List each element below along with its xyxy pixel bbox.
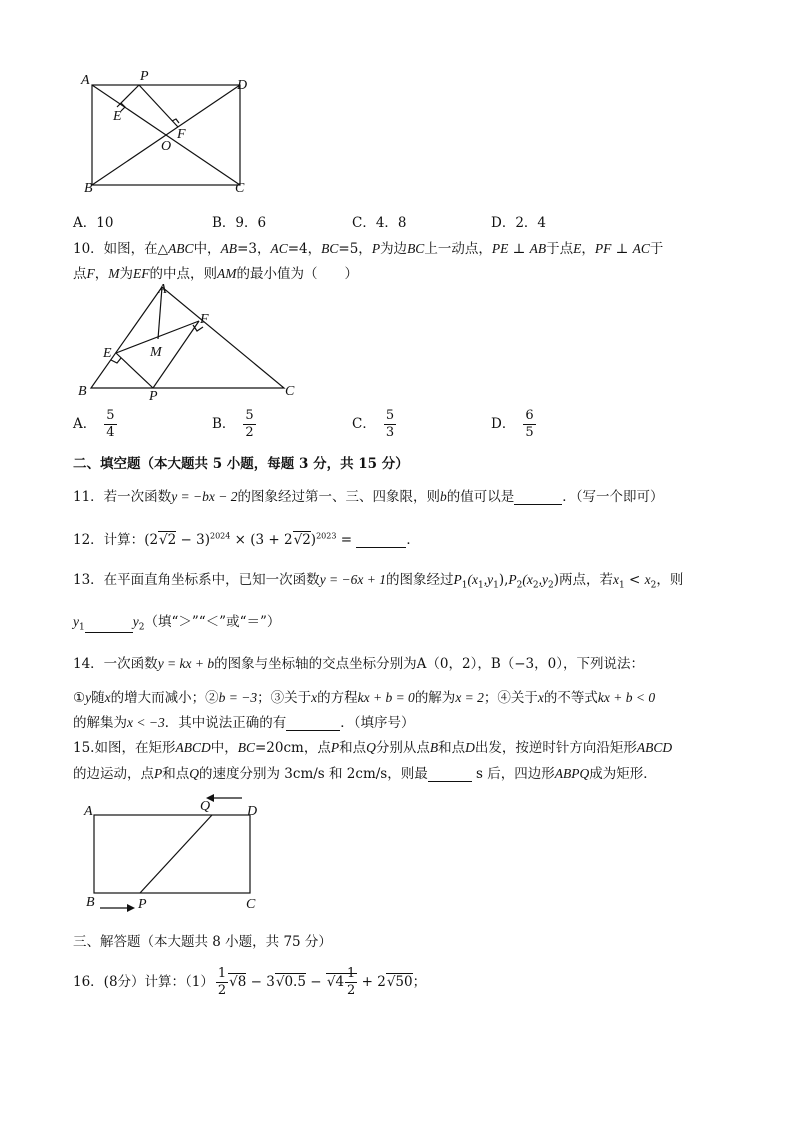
q10-label-e: E — [103, 346, 112, 361]
q9-label-b: B — [84, 181, 93, 196]
q10-option-a[interactable]: A． $\frac{5}{4}$ — [73, 408, 115, 440]
q9-option-c[interactable]: C．4．8 — [352, 215, 407, 231]
q13-answer-blank[interactable] — [85, 632, 133, 633]
section-2-title: 二、填空题（本大题共 5 小题，每题 3 分，共 15 分） — [73, 456, 409, 472]
q11-answer-blank[interactable] — [514, 504, 562, 505]
q15-label-p: P — [138, 897, 147, 912]
q9-option-a[interactable]: A．10 — [73, 215, 114, 231]
q10-label-p: P — [149, 389, 158, 401]
q16-text: 16．(8分）计算：（1） $\frac{1}{2}$ √8 − 3√0.5 − √4 $\frac{1}{2}$ + 2√50； — [73, 966, 427, 998]
q13-line-1: 13．在平面直角坐标系中，已知一次函数y = −6x + 1的图象经过$P_1(x_1,y_1),P_2(x_2,y_2)$两点，若$x_1 < x_2$，则 — [73, 572, 684, 591]
q15-label-b: B — [86, 895, 95, 910]
q15-line-2: 的边运动，点P和点Q的速度分别为 3cm/s 和 2cm/s，则最 s 后，四边形ABPQ成为矩形． — [73, 766, 657, 782]
q10-label-m: M — [150, 345, 162, 360]
q15-label-q: Q — [200, 799, 211, 814]
q12-answer-blank[interactable] — [356, 547, 406, 548]
q9-segment-pe — [117, 85, 139, 107]
q9-label-f: F — [177, 127, 186, 142]
q10-label-c: C — [285, 384, 295, 399]
q15-line-1: 15.如图，在矩形ABCD中，BC=20cm，点P和点Q分别从点B和点D出发，按逆时针方向沿矩形ABCD — [73, 740, 673, 756]
q14-answer-blank[interactable] — [286, 730, 340, 731]
q9-option-d[interactable]: D．2．4 — [491, 215, 547, 231]
q15-answer-blank[interactable] — [428, 781, 472, 782]
q11-text: 11．若一次函数y = −bx − 2的图象经过第一、三、四象限，则b的值可以是 ．（写一个即可） — [73, 489, 664, 505]
q10-label-f: F — [200, 312, 209, 327]
q10-option-b[interactable]: B． $\frac{5}{2}$ — [212, 408, 254, 440]
q10-line-2: 点F，M为EF的中点，则AM的最小值为（ ） — [73, 266, 358, 282]
q9-label-o: O — [161, 139, 172, 154]
q10-option-d[interactable]: D． $\frac{6}{5}$ — [491, 408, 534, 440]
q10-label-b: B — [78, 384, 87, 399]
q9-label-d: D — [237, 78, 248, 93]
q10-line-1: 10．如图，在△ABC中，AB=3，AC=4，BC=5，P为边BC上一动点，PE ⊥ AB于点E，PF ⊥ AC于 — [73, 241, 664, 257]
q14-line-1: 14．一次函数y = kx + b的图象与坐标轴的交点坐标分别为A（0，2），B（−3，0），下列说法： — [73, 656, 644, 672]
q12-text: 12．计算：$(2√2 - 3)^{2024} \times (3 + 2√2)^{2023}$ = ． — [73, 531, 420, 548]
q10-segment-ep — [116, 353, 153, 388]
q14-line-2: ①y随x的增大而减小；②b = −3；③关于x的方程kx + b = 0的解为x = 2；④关于x的不等式kx + b < 0 — [73, 690, 656, 706]
q10-triangle-figure — [76, 281, 306, 401]
q15-label-a: A — [84, 804, 93, 819]
q13-line-2: $y_1$ $y_2$（填“＞”“＜”或“＝”） — [73, 614, 281, 633]
q9-label-a: A — [81, 73, 90, 88]
q9-label-c: C — [235, 181, 245, 196]
q15-segment-pq — [140, 815, 212, 893]
q10-label-a: A — [158, 282, 167, 297]
q9-rectangle-figure — [78, 68, 258, 196]
q15-label-d: D — [247, 804, 258, 819]
q15-arrow-p-head — [127, 904, 135, 912]
q15-rectangle-figure — [80, 790, 270, 915]
q15-rect-abcd — [94, 815, 250, 893]
q9-right-angle-e — [121, 103, 125, 111]
q9-option-b[interactable]: B．9．6 — [212, 215, 267, 231]
q9-label-e: E — [113, 109, 122, 124]
q10-option-c[interactable]: C． $\frac{5}{3}$ — [352, 408, 395, 440]
q14-line-3: 的解集为x < −3．其中说法正确的有 ．（填序号） — [73, 715, 415, 731]
q9-label-p: P — [140, 69, 149, 84]
q15-label-c: C — [246, 897, 256, 912]
q10-right-angle-e — [111, 358, 121, 363]
section-3-title: 三、解答题（本大题共 8 小题，共 75 分） — [73, 934, 332, 950]
